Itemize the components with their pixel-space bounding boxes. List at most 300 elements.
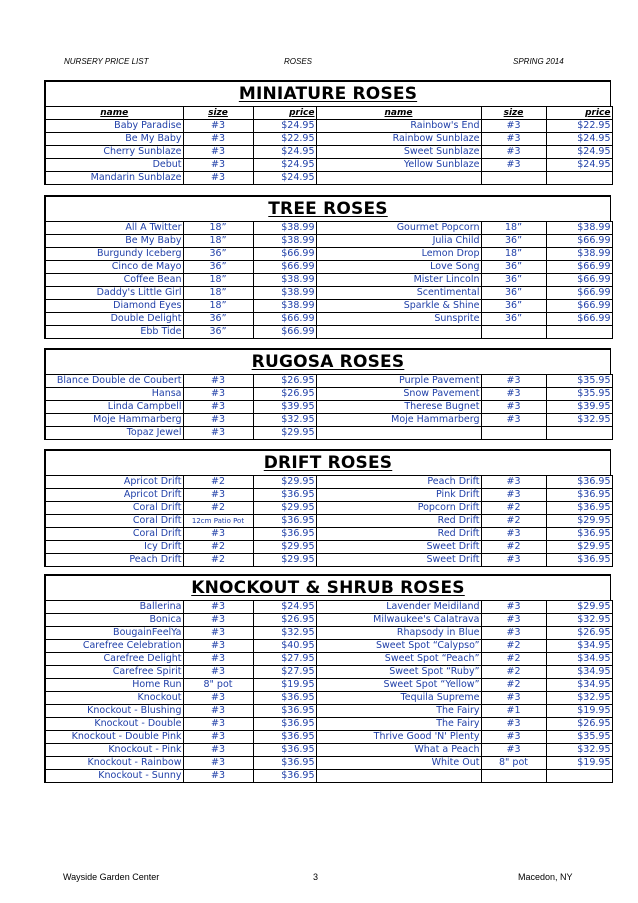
rose-name: Double Delight [45, 313, 183, 326]
rose-name [316, 770, 481, 783]
rose-name: Sweet Spot “Ruby” [316, 666, 481, 679]
column-header-size: size [481, 107, 546, 120]
column-header-price: price [253, 107, 316, 120]
rose-name: Scentimental [316, 287, 481, 300]
rose-name: Peach Drift [45, 554, 183, 567]
pot-size: #3 [481, 718, 546, 731]
price: $29.95 [546, 515, 612, 528]
table-row [45, 414, 612, 427]
rose-name: Apricot Drift [45, 476, 183, 489]
header-left: NURSERY PRICE LIST [64, 57, 149, 66]
pot-size: 12cm Patio Pot [183, 515, 253, 528]
pot-size: #3 [183, 146, 253, 159]
price: $24.95 [253, 159, 316, 172]
pot-size: #3 [183, 159, 253, 172]
price: $38.99 [253, 287, 316, 300]
table-row [45, 235, 612, 248]
price: $34.95 [546, 679, 612, 692]
footer-left: Wayside Garden Center [63, 872, 160, 882]
price: $66.99 [546, 313, 612, 326]
table-row [45, 705, 612, 718]
rose-name: Sweet Spot “Yellow” [316, 679, 481, 692]
rose-name: All A Twitter [45, 222, 183, 235]
table-row [45, 489, 612, 502]
price: $24.95 [253, 146, 316, 159]
price: $36.95 [253, 515, 316, 528]
footer-page-number: 3 [313, 872, 319, 882]
price: $38.99 [546, 222, 612, 235]
rose-name: Thrive Good 'N' Plenty [316, 731, 481, 744]
price: $22.95 [253, 133, 316, 146]
rose-name: Cinco de Mayo [45, 261, 183, 274]
price: $36.95 [253, 705, 316, 718]
pot-size: #3 [183, 718, 253, 731]
price: $36.95 [253, 489, 316, 502]
price: $38.99 [253, 274, 316, 287]
pot-size: #3 [183, 666, 253, 679]
table-row [45, 313, 612, 326]
pot-size: #2 [481, 653, 546, 666]
rose-name [316, 427, 481, 440]
pot-size: 36” [481, 235, 546, 248]
rose-name: Carefree Celebration [45, 640, 183, 653]
pot-size: #2 [481, 679, 546, 692]
header-center: ROSES [284, 57, 313, 66]
table-row [45, 718, 612, 731]
price: $36.95 [253, 744, 316, 757]
price: $24.95 [546, 133, 612, 146]
rose-name: Hansa [45, 388, 183, 401]
table-row [45, 541, 612, 554]
pot-size: #3 [183, 731, 253, 744]
pot-size: #3 [183, 770, 253, 783]
pot-size: #2 [481, 666, 546, 679]
pot-size: 8" pot [481, 757, 546, 770]
pot-size: 36” [183, 313, 253, 326]
table-row [45, 248, 612, 261]
section-title: KNOCKOUT & SHRUB ROSES [44, 574, 611, 600]
price: $36.95 [546, 489, 612, 502]
rose-name: Linda Campbell [45, 401, 183, 414]
pot-size: #3 [481, 388, 546, 401]
rose-name: Ballerina [45, 601, 183, 614]
rose-name: Topaz Jewel [45, 427, 183, 440]
pot-size: #3 [481, 731, 546, 744]
pot-size: 36” [183, 326, 253, 339]
pot-size: #3 [481, 614, 546, 627]
pot-size: #2 [183, 476, 253, 489]
price: $36.95 [253, 757, 316, 770]
rose-name: Be My Baby [45, 235, 183, 248]
rose-name: Rhapsody in Blue [316, 627, 481, 640]
price: $66.99 [253, 248, 316, 261]
table-row [45, 287, 612, 300]
pot-size: 36” [481, 313, 546, 326]
table-row [45, 502, 612, 515]
pot-size: #3 [183, 120, 253, 133]
price: $38.99 [546, 248, 612, 261]
table-row [45, 146, 612, 159]
price: $36.95 [253, 718, 316, 731]
price: $66.99 [546, 287, 612, 300]
rose-name: Gourmet Popcorn [316, 222, 481, 235]
pot-size: #3 [481, 133, 546, 146]
pot-size: #3 [481, 159, 546, 172]
footer-right: Macedon, NY [518, 872, 573, 882]
pot-size: 36” [183, 261, 253, 274]
price: $66.99 [546, 261, 612, 274]
rose-name: Moje Hammarberg [45, 414, 183, 427]
price: $38.99 [253, 222, 316, 235]
price: $34.95 [546, 640, 612, 653]
rose-name: Lavender Meidiland [316, 601, 481, 614]
rose-name: Ebb Tide [45, 326, 183, 339]
rose-name: Knockout [45, 692, 183, 705]
pot-size: #3 [481, 401, 546, 414]
rose-name: Coral Drift [45, 515, 183, 528]
pot-size: 36” [481, 274, 546, 287]
section-0 [44, 80, 611, 185]
rose-name: Sweet Drift [316, 541, 481, 554]
rose-name: Sweet Spot “Calypso” [316, 640, 481, 653]
rose-name: BougainFeelYa [45, 627, 183, 640]
price: $66.99 [253, 326, 316, 339]
pot-size: #3 [183, 427, 253, 440]
table-row [45, 159, 612, 172]
column-header-price: price [546, 107, 612, 120]
section-title: RUGOSA ROSES [44, 348, 611, 374]
pot-size [481, 326, 546, 339]
pot-size: #3 [183, 528, 253, 541]
table-row [45, 133, 612, 146]
price: $27.95 [253, 653, 316, 666]
price: $34.95 [546, 666, 612, 679]
pot-size: #3 [183, 627, 253, 640]
rose-name: Burgundy Iceberg [45, 248, 183, 261]
price [546, 427, 612, 440]
price: $32.95 [546, 414, 612, 427]
section-title: TREE ROSES [44, 195, 611, 221]
pot-size: 36” [183, 248, 253, 261]
pot-size: #2 [183, 541, 253, 554]
pot-size: 18” [481, 248, 546, 261]
price-table [44, 475, 613, 567]
column-header-name: name [45, 107, 183, 120]
table-row [45, 731, 612, 744]
price [546, 172, 612, 185]
table-row [45, 554, 612, 567]
section-title: MINIATURE ROSES [44, 80, 611, 106]
section-1 [44, 195, 611, 339]
rose-name: Knockout - Blushing [45, 705, 183, 718]
table-row [45, 476, 612, 489]
price-table [44, 374, 613, 440]
rose-name: Rainbow Sunblaze [316, 133, 481, 146]
price: $36.95 [546, 528, 612, 541]
pot-size: #2 [481, 640, 546, 653]
rose-name: Purple Pavement [316, 375, 481, 388]
rose-name: Lemon Drop [316, 248, 481, 261]
rose-name: Popcorn Drift [316, 502, 481, 515]
pot-size: 18” [183, 222, 253, 235]
pot-size: #2 [183, 554, 253, 567]
pot-size: 18” [183, 274, 253, 287]
pot-size: 18” [183, 287, 253, 300]
price-table [44, 106, 613, 185]
price [546, 770, 612, 783]
rose-name: Snow Pavement [316, 388, 481, 401]
pot-size: #3 [481, 120, 546, 133]
price: $36.95 [546, 554, 612, 567]
table-row [45, 300, 612, 313]
price: $26.95 [253, 388, 316, 401]
pot-size: #3 [183, 744, 253, 757]
table-row [45, 614, 612, 627]
price: $35.95 [546, 731, 612, 744]
column-header-size: size [183, 107, 253, 120]
table-row [45, 640, 612, 653]
price: $66.99 [253, 261, 316, 274]
price: $29.95 [253, 476, 316, 489]
pot-size: #3 [183, 601, 253, 614]
price: $36.95 [253, 731, 316, 744]
pot-size: #3 [481, 476, 546, 489]
rose-name: Love Song [316, 261, 481, 274]
pot-size: #2 [183, 502, 253, 515]
price: $32.95 [546, 614, 612, 627]
price: $36.95 [253, 528, 316, 541]
rose-name: Baby Paradise [45, 120, 183, 133]
price: $24.95 [253, 120, 316, 133]
price: $36.95 [546, 502, 612, 515]
pot-size: #3 [481, 489, 546, 502]
pot-size: #3 [183, 133, 253, 146]
rose-name: The Fairy [316, 718, 481, 731]
rose-name: Debut [45, 159, 183, 172]
pot-size [481, 770, 546, 783]
rose-name: Sparkle & Shine [316, 300, 481, 313]
price: $27.95 [253, 666, 316, 679]
price: $36.95 [253, 692, 316, 705]
price: $32.95 [253, 414, 316, 427]
pot-size: #3 [481, 414, 546, 427]
section-2 [44, 348, 611, 440]
pot-size: 18” [481, 222, 546, 235]
price: $24.95 [546, 146, 612, 159]
pot-size: 8" pot [183, 679, 253, 692]
rose-name: Mister Lincoln [316, 274, 481, 287]
pot-size: #3 [481, 601, 546, 614]
table-row [45, 744, 612, 757]
pot-size: #3 [481, 146, 546, 159]
price: $24.95 [546, 159, 612, 172]
pot-size: #3 [183, 653, 253, 666]
section-title: DRIFT ROSES [44, 449, 611, 475]
price: $29.95 [253, 502, 316, 515]
table-row [45, 222, 612, 235]
table-row [45, 601, 612, 614]
price: $35.95 [546, 375, 612, 388]
pot-size: #3 [183, 705, 253, 718]
table-row [45, 666, 612, 679]
price: $24.95 [253, 601, 316, 614]
table-row [45, 427, 612, 440]
price-table [44, 221, 613, 339]
rose-name [316, 326, 481, 339]
rose-name: Sweet Drift [316, 554, 481, 567]
rose-name [316, 172, 481, 185]
rose-name: Knockout - Rainbow [45, 757, 183, 770]
table-row [45, 261, 612, 274]
rose-name: What a Peach [316, 744, 481, 757]
pot-size: #2 [481, 541, 546, 554]
rose-name: Be My Baby [45, 133, 183, 146]
rose-name: Icy Drift [45, 541, 183, 554]
rose-name: Home Run [45, 679, 183, 692]
price: $38.99 [253, 235, 316, 248]
price: $26.95 [253, 614, 316, 627]
rose-name: Knockout - Double Pink [45, 731, 183, 744]
price: $35.95 [546, 388, 612, 401]
table-row [45, 770, 612, 783]
rose-name: Sweet Sunblaze [316, 146, 481, 159]
rose-name: Apricot Drift [45, 489, 183, 502]
price [546, 326, 612, 339]
rose-name: Rainbow's End [316, 120, 481, 133]
price: $19.95 [253, 679, 316, 692]
price: $32.95 [546, 692, 612, 705]
price: $32.95 [253, 627, 316, 640]
pot-size: 36” [481, 300, 546, 313]
rose-name: Carefree Spirit [45, 666, 183, 679]
price: $22.95 [546, 120, 612, 133]
header-right: SPRING 2014 [513, 57, 564, 66]
rose-name: The Fairy [316, 705, 481, 718]
rose-name: Tequila Supreme [316, 692, 481, 705]
pot-size: #3 [183, 489, 253, 502]
rose-name: Cherry Sunblaze [45, 146, 183, 159]
rose-name: Diamond Eyes [45, 300, 183, 313]
pot-size: #3 [481, 375, 546, 388]
rose-name: Knockout - Pink [45, 744, 183, 757]
rose-name: Mandarin Sunblaze [45, 172, 183, 185]
price: $66.99 [253, 313, 316, 326]
rose-name: Carefree Delight [45, 653, 183, 666]
pot-size: #3 [481, 554, 546, 567]
price: $36.95 [546, 476, 612, 489]
price: $26.95 [546, 718, 612, 731]
rose-name: Julia Child [316, 235, 481, 248]
table-row [45, 515, 612, 528]
column-header-row [45, 107, 612, 120]
pot-size: #3 [183, 614, 253, 627]
price: $32.95 [546, 744, 612, 757]
rose-name: Pink Drift [316, 489, 481, 502]
rose-name: Coral Drift [45, 502, 183, 515]
price: $19.95 [546, 705, 612, 718]
pot-size: #3 [183, 414, 253, 427]
section-4 [44, 574, 611, 783]
table-row [45, 375, 612, 388]
price: $26.95 [253, 375, 316, 388]
table-row [45, 627, 612, 640]
price: $29.95 [546, 601, 612, 614]
rose-name: Yellow Sunblaze [316, 159, 481, 172]
rose-name: Coral Drift [45, 528, 183, 541]
table-row [45, 172, 612, 185]
pot-size: #3 [183, 388, 253, 401]
table-row [45, 653, 612, 666]
table-row [45, 692, 612, 705]
price: $26.95 [546, 627, 612, 640]
section-3 [44, 449, 611, 567]
pot-size: #1 [481, 705, 546, 718]
price: $38.99 [253, 300, 316, 313]
price: $66.99 [546, 274, 612, 287]
price: $29.95 [253, 554, 316, 567]
pot-size [481, 427, 546, 440]
pot-size: #2 [481, 502, 546, 515]
price: $39.95 [253, 401, 316, 414]
pot-size: #3 [481, 528, 546, 541]
price: $66.99 [546, 235, 612, 248]
price: $36.95 [253, 770, 316, 783]
price: $29.95 [253, 427, 316, 440]
table-row [45, 274, 612, 287]
price: $66.99 [546, 300, 612, 313]
pot-size: #3 [183, 640, 253, 653]
pot-size: #3 [481, 744, 546, 757]
rose-name: White Out [316, 757, 481, 770]
price-table [44, 600, 613, 783]
rose-name: Daddy's Little Girl [45, 287, 183, 300]
rose-name: Red Drift [316, 528, 481, 541]
table-row [45, 326, 612, 339]
pot-size: #3 [481, 692, 546, 705]
price: $29.95 [546, 541, 612, 554]
price: $40.95 [253, 640, 316, 653]
pot-size: 18” [183, 235, 253, 248]
rose-name: Sunsprite [316, 313, 481, 326]
pot-size: #3 [183, 375, 253, 388]
pot-size: 18” [183, 300, 253, 313]
price: $24.95 [253, 172, 316, 185]
rose-name: Red Drift [316, 515, 481, 528]
table-row [45, 120, 612, 133]
table-row [45, 401, 612, 414]
rose-name: Knockout - Sunny [45, 770, 183, 783]
rose-name: Therese Bugnet [316, 401, 481, 414]
pot-size [481, 172, 546, 185]
pot-size: #3 [183, 401, 253, 414]
rose-name: Moje Hammarberg [316, 414, 481, 427]
pot-size: #2 [481, 515, 546, 528]
rose-name: Milwaukee's Calatrava [316, 614, 481, 627]
table-row [45, 528, 612, 541]
rose-name: Coffee Bean [45, 274, 183, 287]
pot-size: #3 [183, 172, 253, 185]
price: $29.95 [253, 541, 316, 554]
table-row [45, 388, 612, 401]
pot-size: 36” [481, 261, 546, 274]
pot-size: #3 [183, 757, 253, 770]
pot-size: 36” [481, 287, 546, 300]
rose-name: Knockout - Double [45, 718, 183, 731]
rose-name: Blance Double de Coubert [45, 375, 183, 388]
column-header-name: name [316, 107, 481, 120]
rose-name: Peach Drift [316, 476, 481, 489]
pot-size: #3 [481, 627, 546, 640]
